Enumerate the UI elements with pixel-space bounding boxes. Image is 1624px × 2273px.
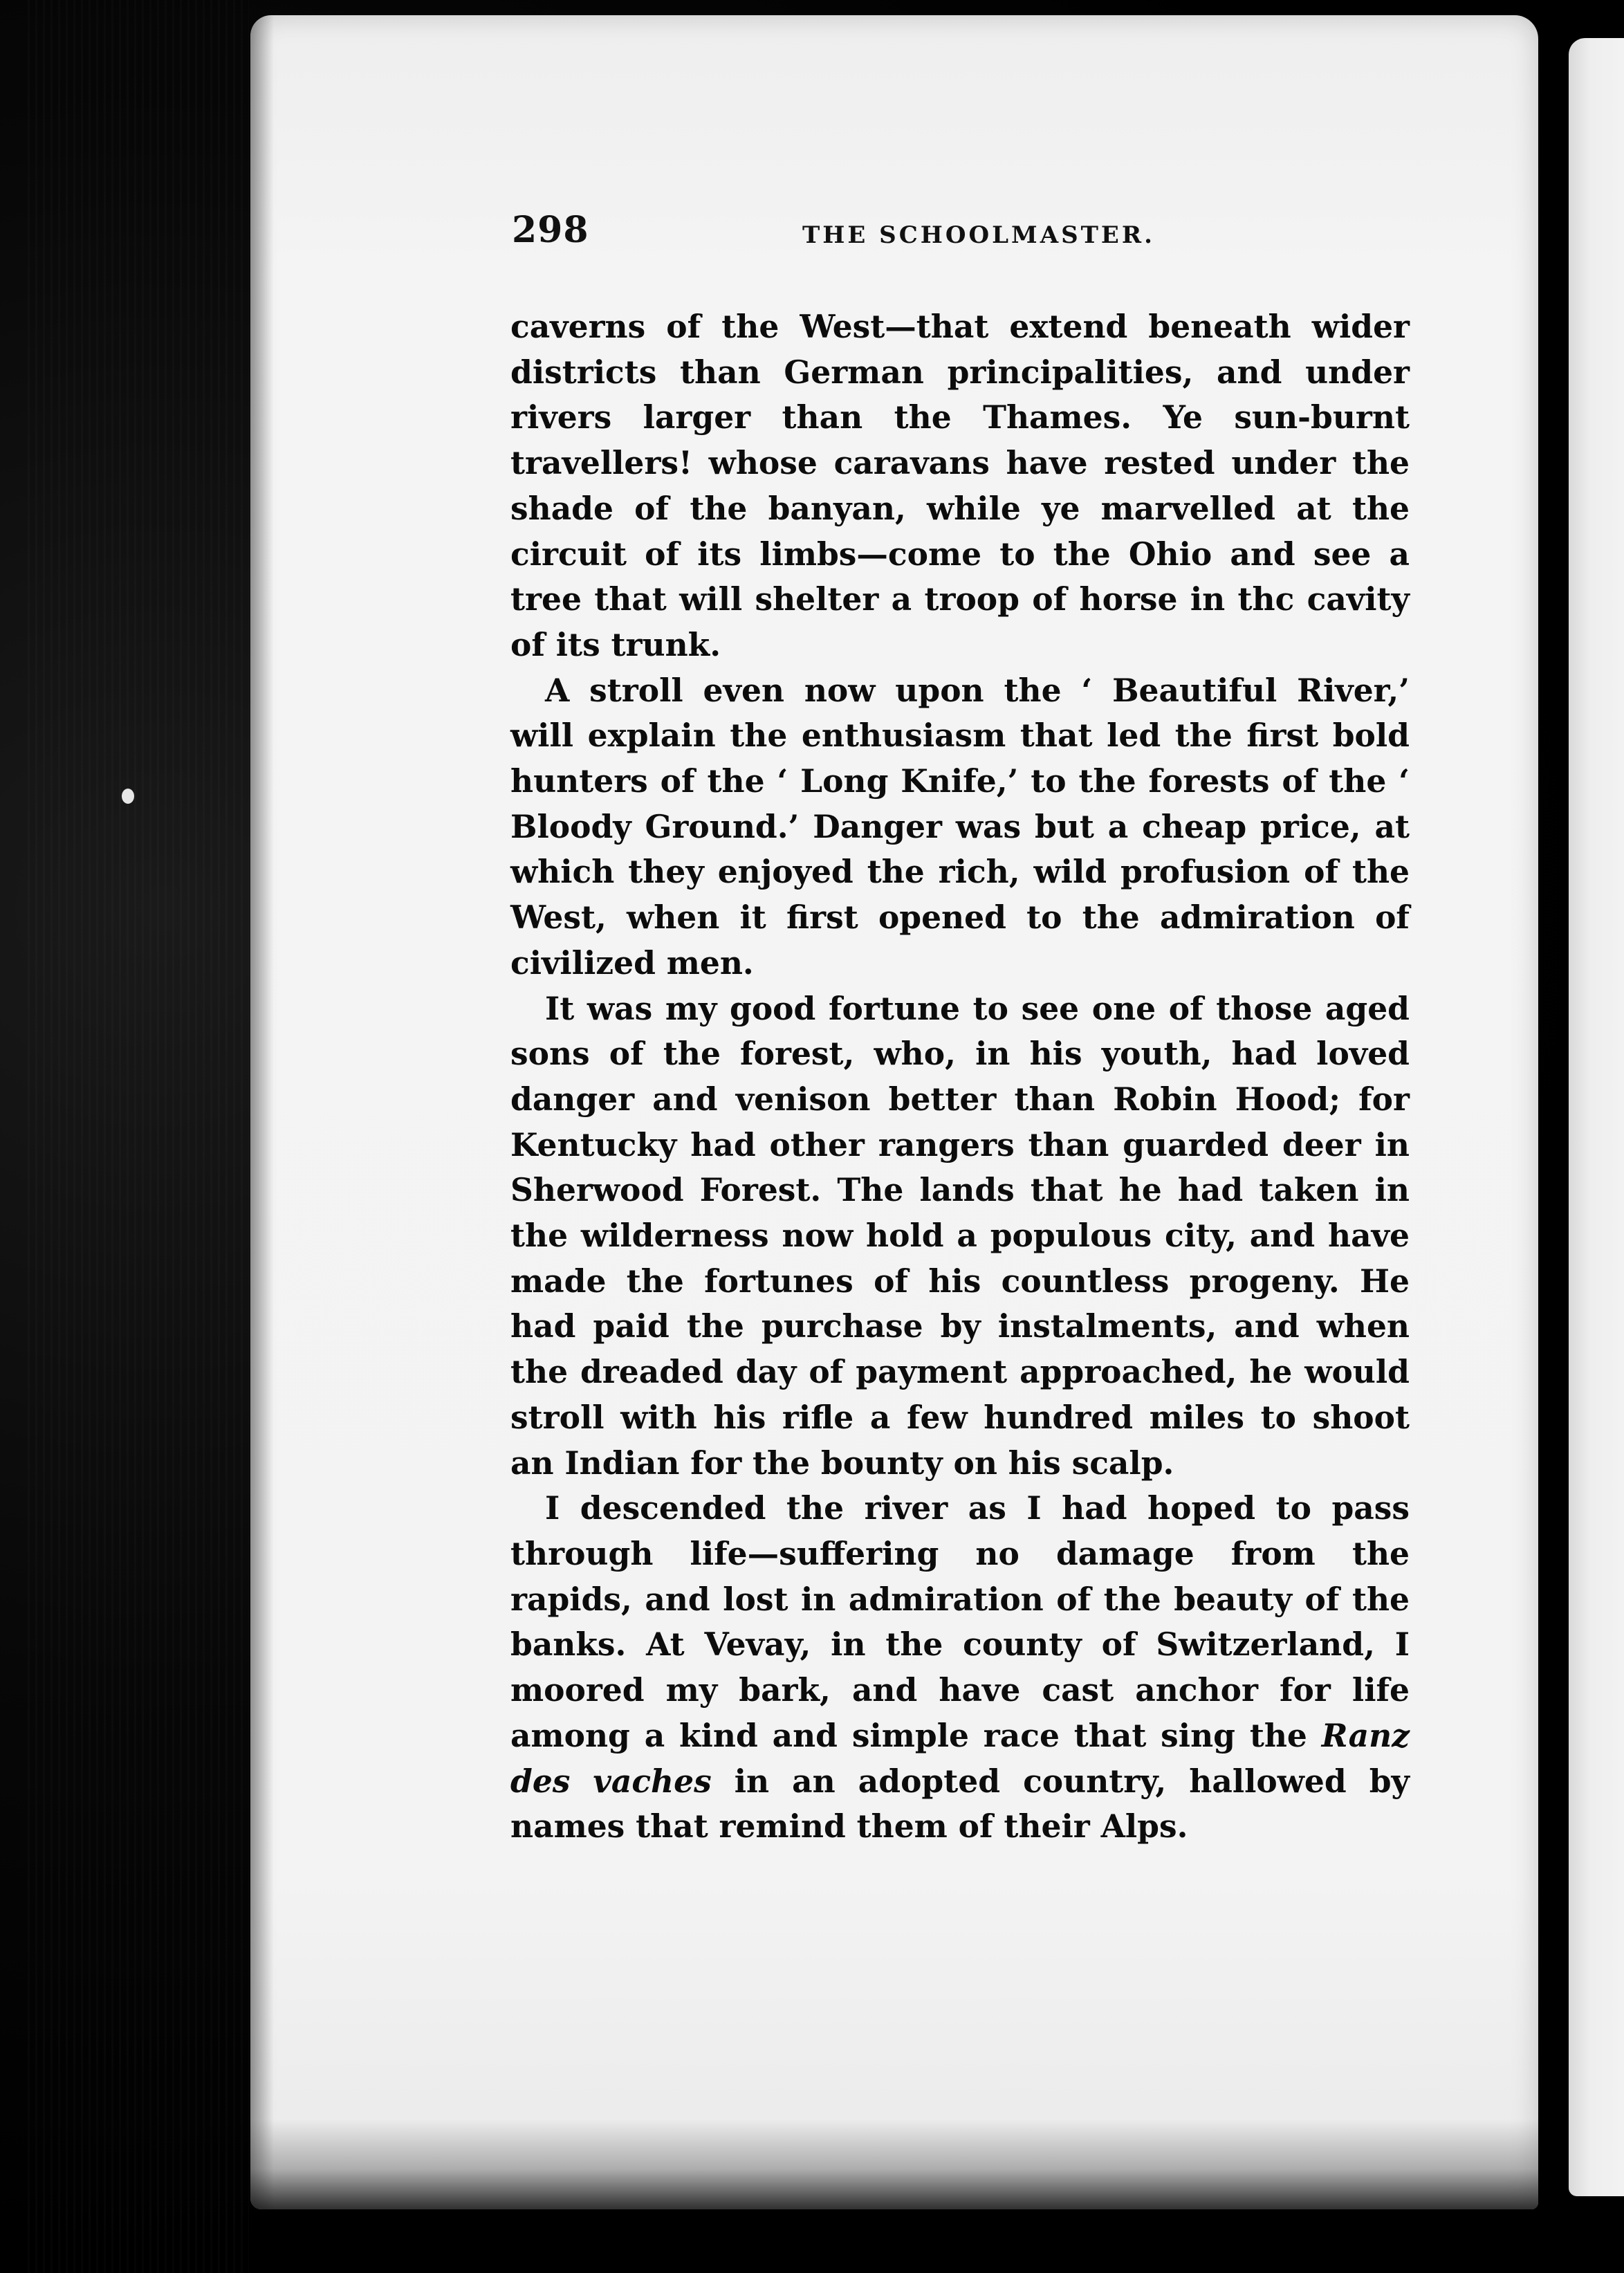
paragraph-4-text-before: I descended the river as I had hoped to pass through life—suffering no damage from the rapids, and lost in admiration of the beauty of the banks. At Vevay, in the county of Switzerland, I moored my bark, and have cast anchor for life among a kind and simple race that sing the	[510, 1489, 1410, 1754]
page-number: 298	[512, 209, 589, 251]
paragraph-4	[510, 1486, 1410, 1850]
paragraph-3: It was my good fortune to see one of those aged sons of the forest, who, in his youth, had loved danger and venison better than Robin Hood; for Kentucky had other rangers than guarded deer in Sherwood Forest. The lands that he had taken in the wilderness now hold a populous city, and have made the fortunes of his countless progeny. He had paid the purchase by instalments, and when the dreaded day of payment approached, he would stroll with his rifle a few hundred miles to shoot an Indian for the bounty on his scalp.	[510, 989, 1410, 1482]
dust-speck	[122, 789, 134, 804]
page-gutter-shadow	[250, 15, 274, 2209]
body-text	[510, 304, 1410, 1850]
next-page-edge	[1569, 38, 1624, 2196]
paragraph-4-emphasis: Ranz des vaches	[510, 1716, 1410, 1800]
running-head	[512, 209, 1425, 257]
paragraph-2: A stroll even now upon the ‘ Beautiful River,’ will explain the enthusiasm that led the first bold hunters of the ‘ Long Knife,’ to the forests of the ‘ Bloody Ground.’ Danger was but a cheap price, at which they enjoyed the rich, wild profusion of the West, when it first opened to the admiration of civilized men.	[510, 671, 1410, 982]
background-texture	[28, 0, 249, 2273]
paragraph-4-text-after: in an adopted country, hallowed by names that remind them of their Alps.	[510, 1762, 1410, 1846]
running-title: THE SCHOOLMASTER.	[802, 221, 1155, 249]
paragraph-1: caverns of the West—that extend beneath wider districts than German principalities, and under rivers larger than the Thames. Ye sun-burnt travellers! whose caravans have rested under the shade of the banyan, while ye marvelled at the circuit of its limbs—come to the Ohio and see a tree that will shelter a troop of horse in thc cavity of its trunk.	[510, 308, 1410, 663]
page-bottom-shadow	[250, 2119, 1538, 2209]
